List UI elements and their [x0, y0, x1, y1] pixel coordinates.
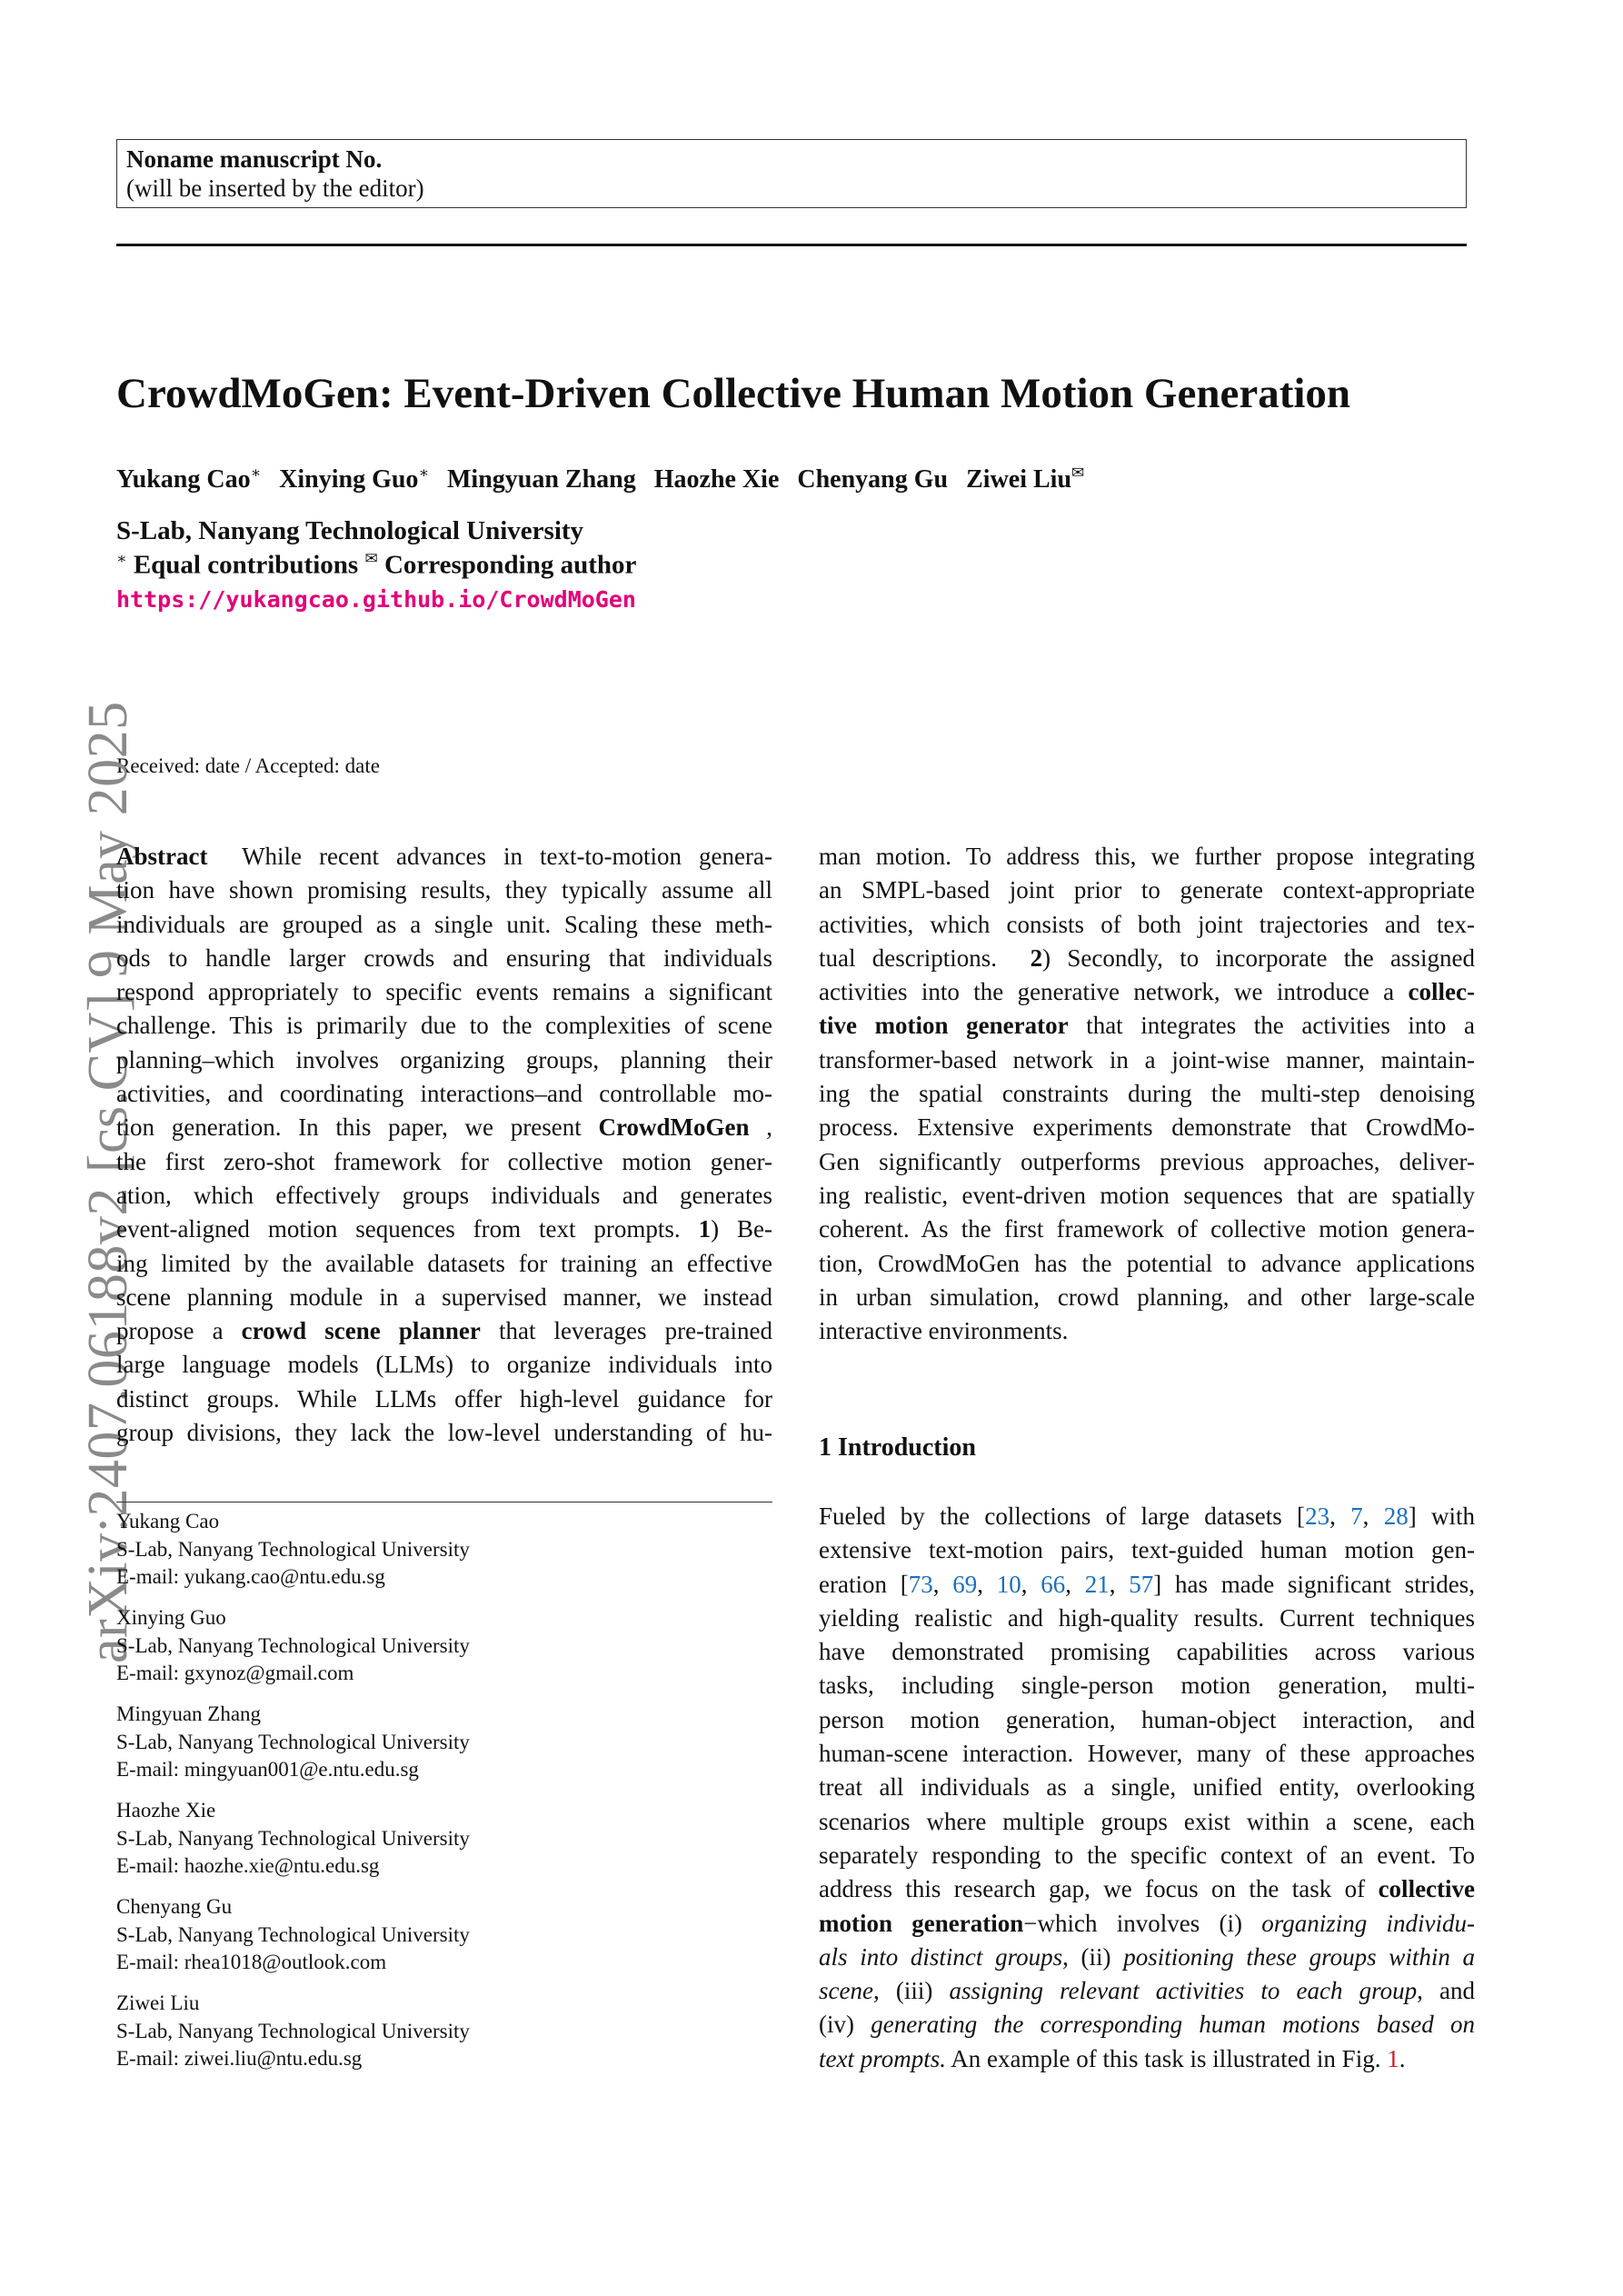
abstract-right-column: man motion. To address this, we further propose integrating an SMPL-based joint prior to generate context-appropriate activities, which consists of both joint trajectories and tex- tual descriptions. 2) Secondly, to incorporate the assigned activities into the generative network, we introduce a collec- tive motion generator that integrates the activities into a transformer-based network in a joint-wise manner, maintain- ing the spatial constraints during the multi-step denoising process. Extensive experiments demonstrate that CrowdMo- Gen significantly outperforms previous approaches, deliver- ing realistic, event-driven motion sequences that are spatially coherent. As the first framework of collective motion genera- tion, CrowdMoGen has the potential to advance applications in urban simulation, crowd planning, and other large-scale interactive environments. — [819, 843, 1475, 1345]
author: Ziwei Liu✉ — [966, 464, 1085, 494]
author: Haozhe Xie — [653, 465, 780, 494]
citation-link[interactable]: 57 — [1129, 1570, 1154, 1598]
author-footnotes — [116, 1508, 470, 2086]
received-date: Received: date / Accepted: date — [116, 754, 380, 777]
abstract-left-column: Abstract While recent advances in text-to-motion genera- tion have shown promising results, they typically assume all individuals are grouped as a single unit. Scaling these meth- ods to handle larger crowds and ensuring that individuals respond appropriately to specific events remains a significant challenge. This is primarily due to the complexities of scene planning–which involves organizing groups, planning their activities, and coordinating interactions–and controllable mo- tion generation. In this paper, we present CrowdMoGen , the first zero-shot framework for collective motion gener- ation, which effectively groups individuals and generates event-aligned motion sequences from text prompts. 1) Be- ing limited by the available datasets for training an effective scene planning module in a supervised manner, we instead propose a crowd scene planner that leverages pre-trained large language models (LLMs) to organize individuals into distinct groups. While LLMs offer high-level guidance for group divisions, they lack the low-level understanding of hu- — [116, 843, 773, 1447]
figure-ref-link[interactable]: 1 — [1387, 2044, 1399, 2072]
citation-link[interactable]: 23 — [1305, 1502, 1330, 1530]
author-list — [116, 464, 1096, 494]
manuscript-header-box — [116, 139, 1467, 208]
footnote-author: Haozhe Xie S-Lab, Nanyang Technological University E-mail: haozhe.xie@ntu.edu.sg — [116, 1797, 470, 1881]
email-text: E-mail: gxynoz@gmail.com — [116, 1662, 354, 1684]
affiliation: S-Lab, Nanyang Technological University — [116, 516, 584, 545]
paper-title: CrowdMoGen: Event-Driven Collective Human Motion Generation — [116, 370, 1351, 417]
author: Xinying Guo∗ — [279, 464, 429, 494]
arxiv-stamp: arXiv:2407.06188v2 [cs.CV] 9 May 2025 — [77, 701, 139, 1663]
email-text: E-mail: haozhe.xie@ntu.edu.sg — [116, 1854, 380, 1877]
footnote-author: Yukang Cao S-Lab, Nanyang Technological University E-mail: yukang.cao@ntu.edu.sg — [116, 1508, 470, 1592]
footnote-author: Mingyuan Zhang S-Lab, Nanyang Technological University E-mail: mingyuan001@e.ntu.edu.sg — [116, 1701, 470, 1784]
citation-link[interactable]: 28 — [1383, 1502, 1409, 1530]
section-heading-introduction: 1 Introduction — [819, 1433, 976, 1462]
editor-note: (will be inserted by the editor) — [126, 175, 424, 202]
email-text: E-mail: ziwei.liu@ntu.edu.sg — [116, 2047, 363, 2070]
citation-link[interactable]: 7 — [1350, 1502, 1363, 1530]
footnote-author: Ziwei Liu S-Lab, Nanyang Technological University E-mail: ziwei.liu@ntu.edu.sg — [116, 1990, 470, 2073]
email-text: E-mail: rhea1018@outlook.com — [116, 1951, 387, 1973]
footnote-author: Xinying Guo S-Lab, Nanyang Technological University E-mail: gxynoz@gmail.com — [116, 1604, 470, 1688]
envelope-icon: ✉ — [364, 550, 378, 567]
author: Mingyuan Zhang — [447, 465, 636, 494]
email-text: E-mail: mingyuan001@e.ntu.edu.sg — [116, 1758, 419, 1781]
email-text: E-mail: yukang.cao@ntu.edu.sg — [116, 1565, 385, 1588]
author: Yukang Cao∗ — [116, 464, 262, 494]
citation-link[interactable]: 69 — [952, 1570, 978, 1598]
manuscript-number: Noname manuscript No. — [126, 145, 383, 173]
citation-link[interactable]: 66 — [1041, 1570, 1066, 1598]
citation-link[interactable]: 73 — [908, 1570, 933, 1598]
contribution-note: ∗ Equal contributions ✉ Corresponding author — [116, 550, 637, 580]
abstract-label: Abstract — [116, 843, 208, 870]
citation-link[interactable]: 21 — [1084, 1570, 1110, 1598]
citation-link[interactable]: 10 — [996, 1570, 1021, 1598]
project-url-link[interactable]: https://yukangcao.github.io/CrowdMoGen — [116, 586, 636, 613]
introduction-body: Fueled by the collections of large datasets [23, 7, 28] with extensive text-motion pairs, text-guided human motion gen- eration [73, 69, 10, 66, 21, 57] has made significant strides, yielding realistic and high-quality results. Current techniques have demonstrated promising capabilities across various tasks, including single-person motion generation, multi- person motion generation, human-object interaction, and human-scene interaction. However, many of these approaches treat all individuals as a single, unified entity, overlooking scenarios where multiple groups exist within a scene, each separately responding to the specific context of an event. To address this research gap, we focus on the task of collective motion generation−which involves (i) organizing individu- als into distinct groups, (ii) positioning these groups within a scene, (iii) assigning relevant activities to each group, and (iv) generating the corresponding human motions based on text prompts. An example of this task is illustrated in Fig. 1. — [819, 1502, 1476, 2072]
header-rule — [116, 244, 1467, 246]
footnote-author: Chenyang Gu S-Lab, Nanyang Technological University E-mail: rhea1018@outlook.com — [116, 1893, 470, 1977]
author: Chenyang Gu — [797, 465, 949, 494]
